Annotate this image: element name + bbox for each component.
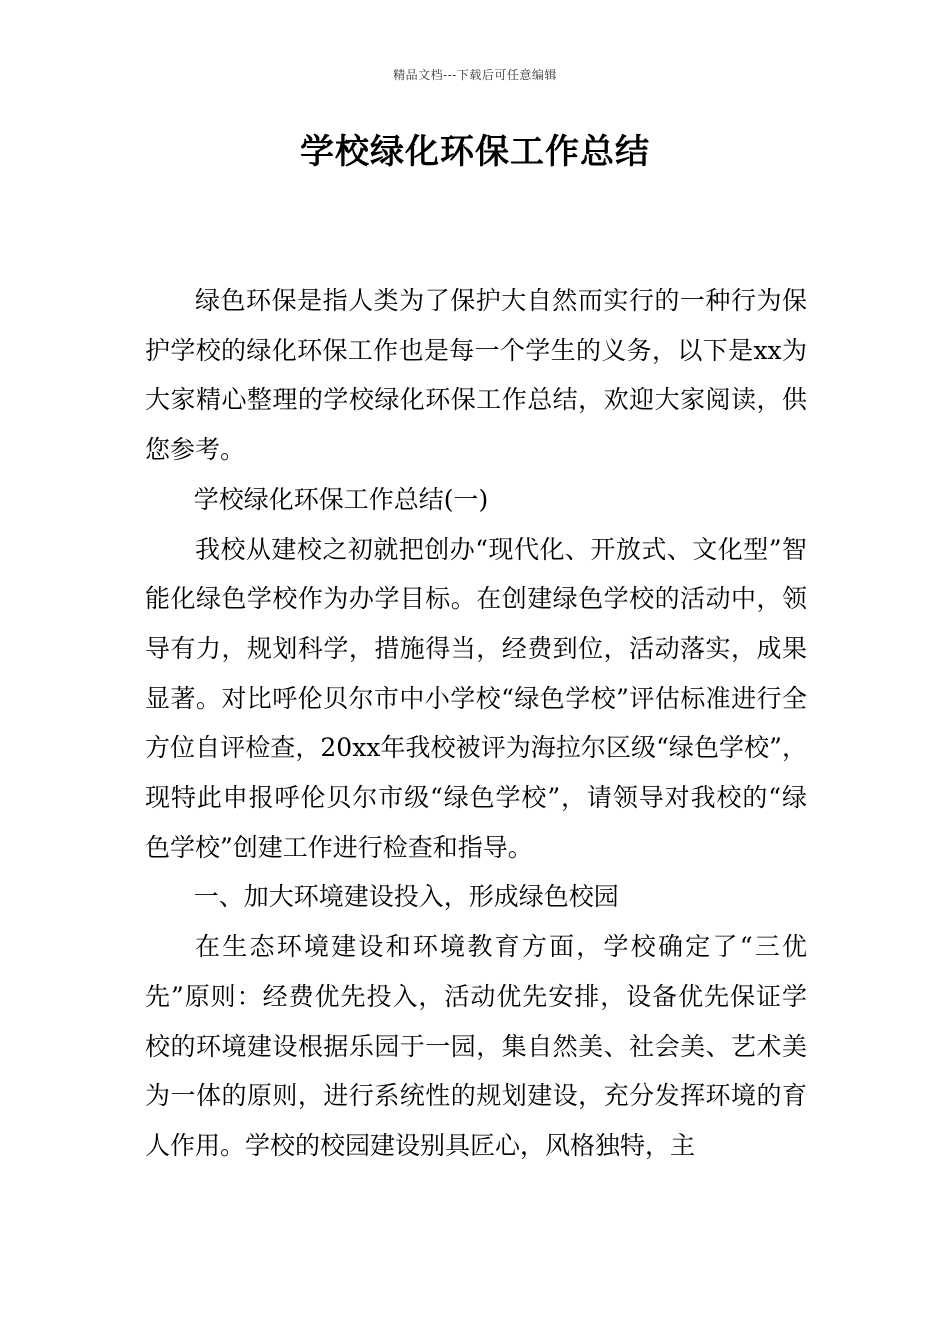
section-heading: 学校绿化环保工作总结(一) — [193, 484, 489, 514]
body-paragraph: 在生态环境建设和环境教育方面，学校确定了“三优先”原则：经费优先投入，活动优先安排，设备优先保证学校的环境建设根据乐园于一园，集自然美、社会美、艺术美为一体的原则，进行系统性的规划建设，充分发挥环境的育人作用。学校的校园建设别具匠心，风格独特，主 — [145, 932, 807, 1160]
document-title: 学校绿化环保工作总结 — [300, 132, 650, 172]
document-body — [145, 276, 807, 1171]
intro-paragraph: 绿色环保是指人类为了保护大自然而实行的一种行为保护学校的绿化环保工作也是每一个学生的义务，以下是xx为大家精心整理的学校绿化环保工作总结，欢迎大家阅读，供您参考。 — [145, 286, 807, 465]
header-note: 精品文档---下载后可任意编辑 — [393, 68, 557, 82]
subsection-heading: 一、加大环境建设投入，形成绿色校园 — [193, 882, 619, 912]
body-paragraph: 我校从建校之初就把创办“现代化、开放式、文化型”智能化绿色学校作为办学目标。在创建绿色学校的活动中，领导有力，规划科学，措施得当，经费到位，活动落实，成果显著。对比呼伦贝尔市中小学校“绿色学校”评估标准进行全方位自评检查，20xx年我校被评为海拉尔区级“绿色学校”，现特此申报呼伦贝尔市级“绿色学校”，请领导对我校的“绿色学校”创建工作进行检查和指导。 — [145, 534, 807, 862]
